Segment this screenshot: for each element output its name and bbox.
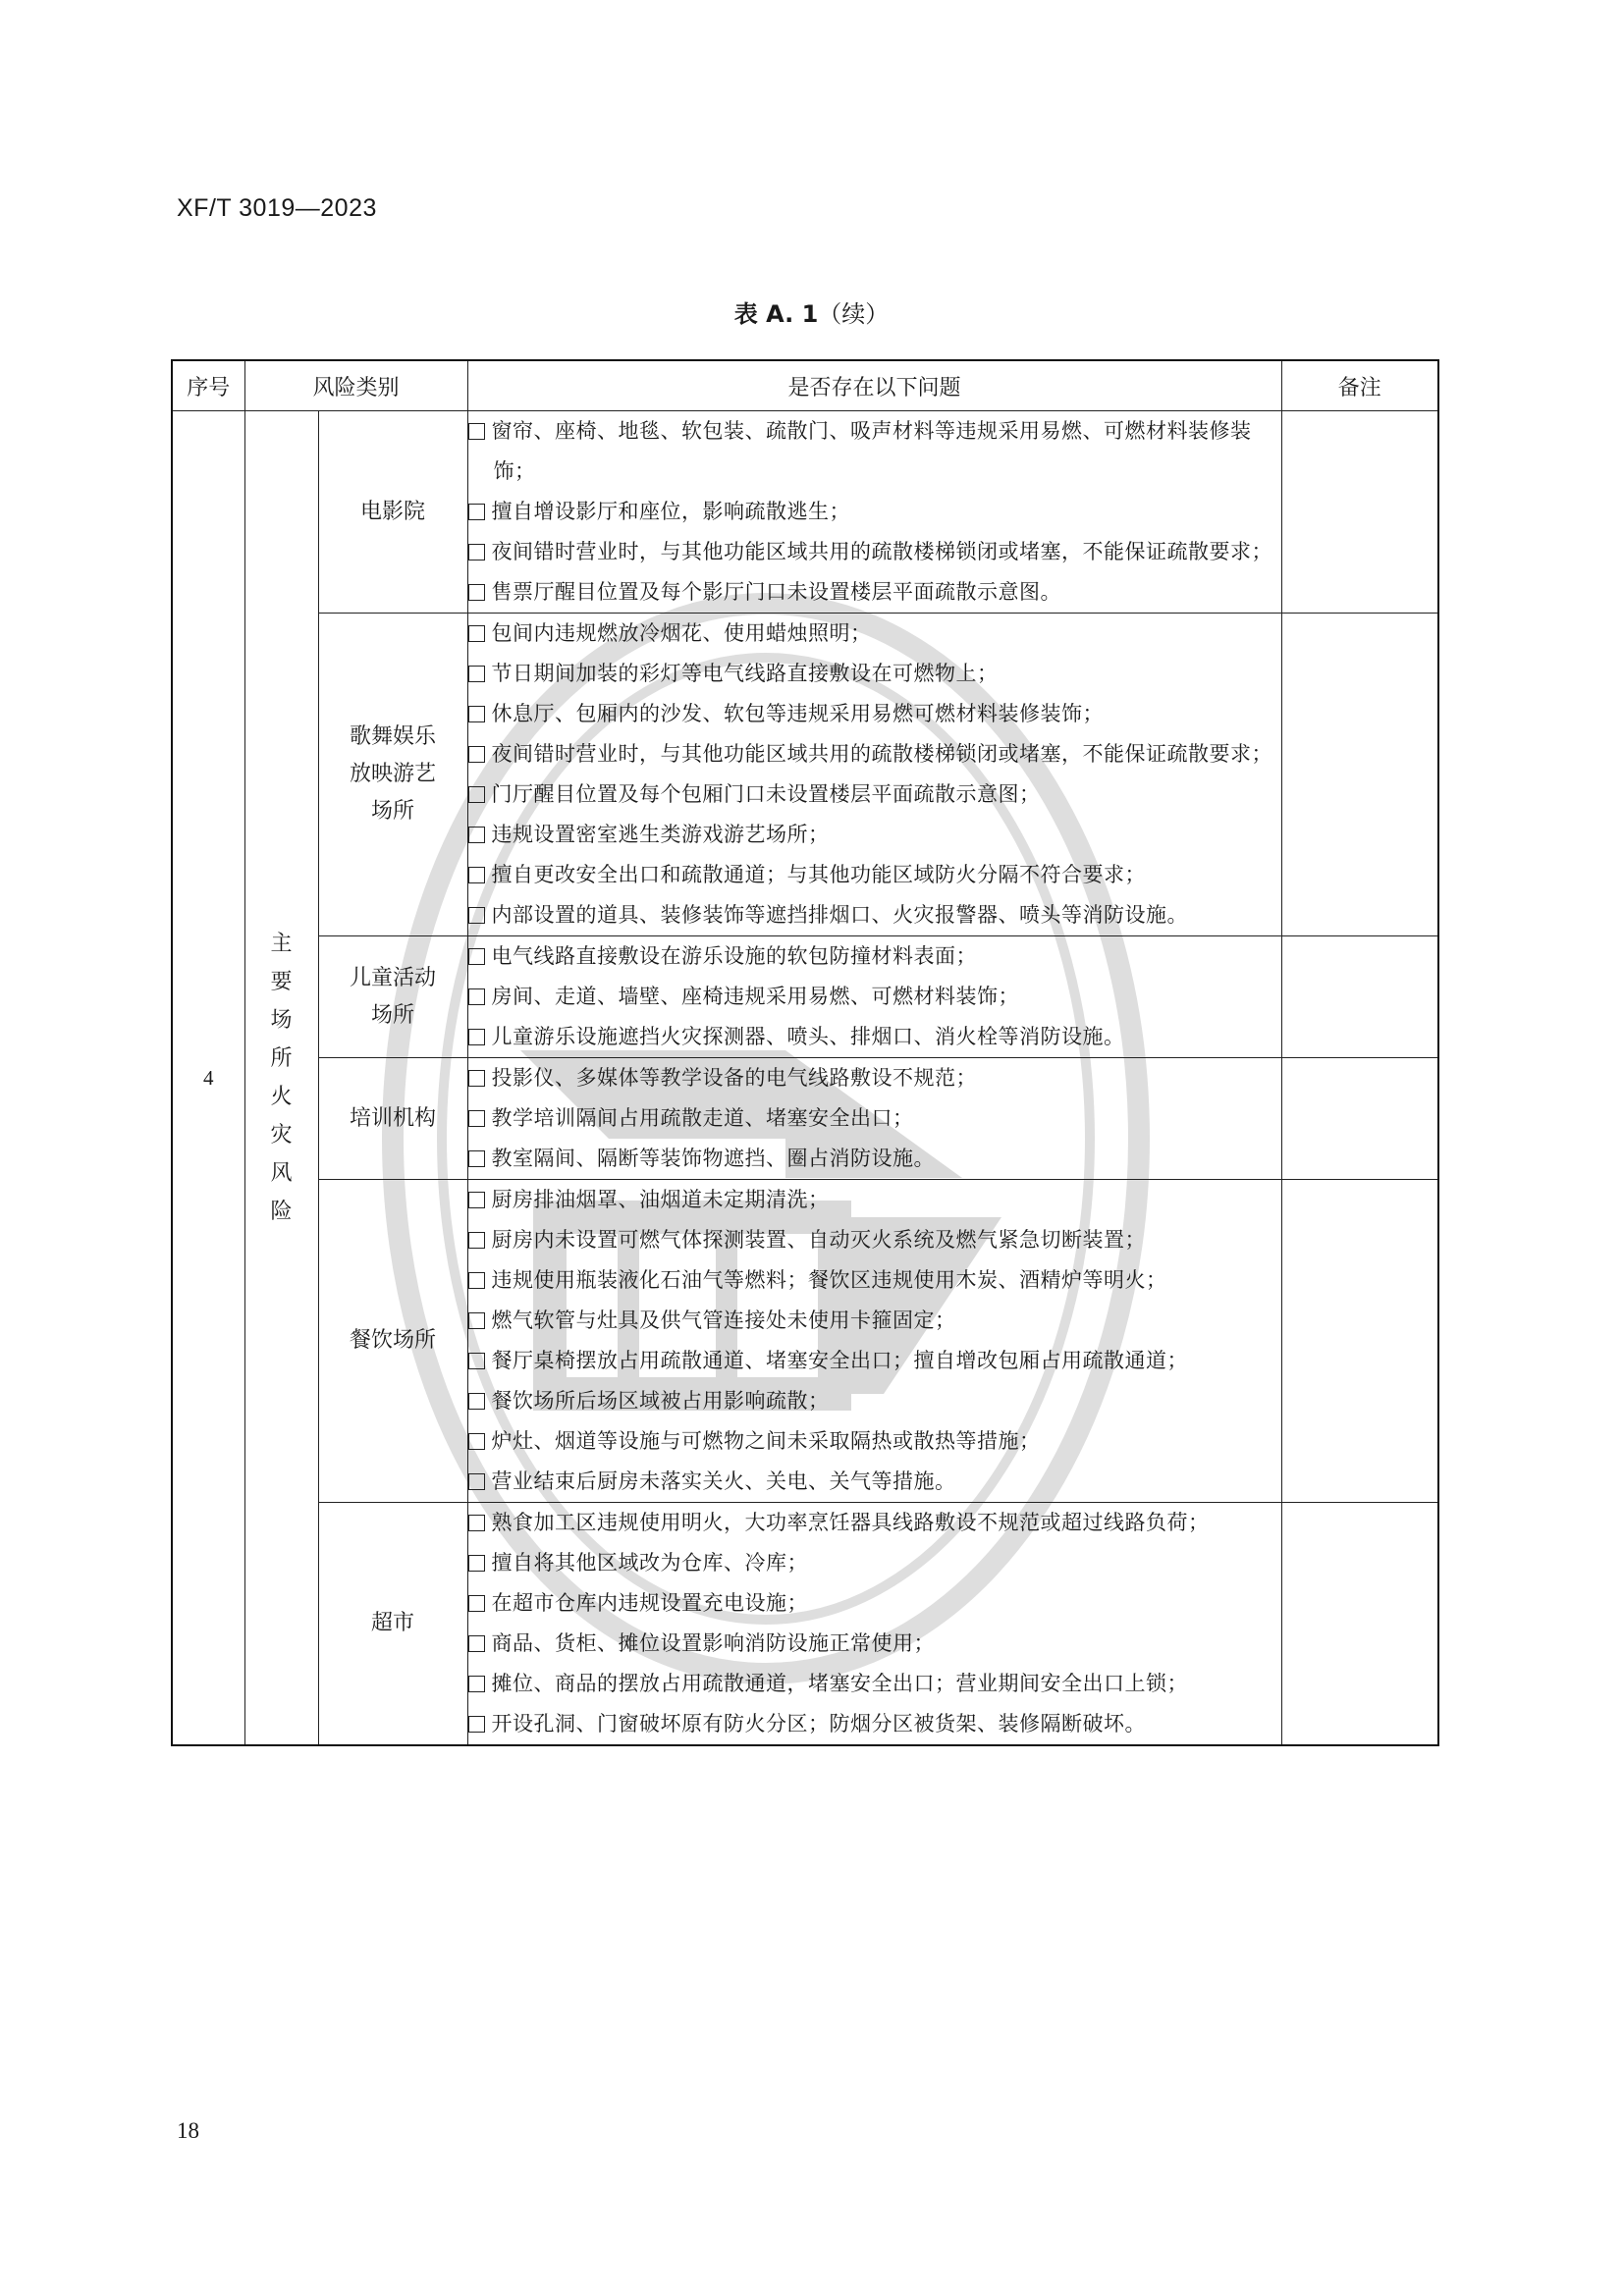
checklist-item: 儿童游乐设施遮挡火灾探测器、喷头、排烟口、消火栓等消防设施。: [468, 1017, 1281, 1057]
checkbox-icon[interactable]: [468, 1433, 485, 1450]
checkbox-icon[interactable]: [468, 1555, 485, 1572]
checklist-item: 内部设置的道具、装修装饰等遮挡排烟口、火灾报警器、喷头等消防设施。: [468, 895, 1281, 935]
checklist-item: 售票厅醒目位置及每个影厅门口未设置楼层平面疏散示意图。: [468, 572, 1281, 613]
table-title-label: 表 A. 1: [733, 300, 819, 328]
checkbox-icon[interactable]: [468, 544, 485, 561]
checkbox-icon[interactable]: [468, 827, 485, 843]
table-title-suffix: （续）: [818, 300, 890, 328]
checkbox-icon[interactable]: [468, 1676, 485, 1692]
issues-children: [467, 936, 1281, 1058]
category-char: 场: [270, 1008, 293, 1033]
category-char: 风: [270, 1161, 293, 1186]
checkbox-icon[interactable]: [468, 786, 485, 803]
checklist-item: 教学培训隔间占用疏散走道、堵塞安全出口；: [468, 1098, 1281, 1139]
checklist-item: 节日期间加装的彩灯等电气线路直接敷设在可燃物上；: [468, 654, 1281, 694]
notes-cell: [1281, 1503, 1438, 1746]
subcategory-cinema: 电影院: [318, 411, 467, 614]
checklist-item: 炉灶、烟道等设施与可燃物之间未采取隔热或散热等措施；: [468, 1421, 1281, 1462]
checklist-item: 电气线路直接敷设在游乐设施的软包防撞材料表面；: [468, 936, 1281, 977]
notes-cell: [1281, 614, 1438, 936]
table-row: [172, 411, 1438, 614]
notes-cell: [1281, 936, 1438, 1058]
checklist-item: 擅自将其他区域改为仓库、冷库；: [468, 1543, 1281, 1583]
checkbox-icon[interactable]: [468, 746, 485, 763]
checkbox-icon[interactable]: [468, 907, 485, 924]
checkbox-icon[interactable]: [468, 988, 485, 1005]
risk-category: [244, 411, 318, 1746]
checkbox-icon[interactable]: [468, 867, 485, 883]
table-row: [172, 936, 1438, 1058]
issues-cinema: [467, 411, 1281, 614]
checklist-item: 门厅醒目位置及每个包厢门口未设置楼层平面疏散示意图；: [468, 774, 1281, 815]
header-issues: 是否存在以下问题: [467, 360, 1281, 411]
checklist-item: 厨房内未设置可燃气体探测装置、自动灭火系统及燃气紧急切断装置；: [468, 1220, 1281, 1260]
issues-supermarket: [467, 1503, 1281, 1746]
notes-cell: [1281, 1180, 1438, 1503]
document-id: XF/T 3019—2023: [177, 194, 377, 222]
checklist-item: 商品、货柜、摊位设置影响消防设施正常使用；: [468, 1624, 1281, 1664]
checkbox-icon[interactable]: [468, 504, 485, 520]
header-no: 序号: [172, 360, 244, 411]
checkbox-icon[interactable]: [468, 1393, 485, 1410]
category-char: 所: [270, 1046, 293, 1071]
issues-training: [467, 1058, 1281, 1180]
table-row: [172, 614, 1438, 936]
subcategory-children: 儿童活动 场所: [318, 936, 467, 1058]
checkbox-icon[interactable]: [468, 1595, 485, 1612]
checklist-item: 擅自增设影厅和座位，影响疏散逃生；: [468, 492, 1281, 532]
checklist-item: 投影仪、多媒体等教学设备的电气线路敷设不规范；: [468, 1058, 1281, 1098]
header-notes: 备注: [1281, 360, 1438, 411]
checkbox-icon[interactable]: [468, 948, 485, 965]
checklist-item: 熟食加工区违规使用明火，大功率烹饪器具线路敷设不规范或超过线路负荷；: [468, 1503, 1281, 1543]
checkbox-icon[interactable]: [468, 1192, 485, 1208]
checkbox-icon[interactable]: [468, 1272, 485, 1289]
checklist-item: 房间、走道、墙壁、座椅违规采用易燃、可燃材料装饰；: [468, 977, 1281, 1017]
table-row: [172, 1058, 1438, 1180]
checkbox-icon[interactable]: [468, 1150, 485, 1167]
checklist-item: 包间内违规燃放冷烟花、使用蜡烛照明；: [468, 614, 1281, 654]
header-row: [172, 360, 1438, 411]
checklist-item: 教室隔间、隔断等装饰物遮挡、圈占消防设施。: [468, 1139, 1281, 1179]
category-char: 要: [270, 970, 293, 994]
checkbox-icon[interactable]: [468, 1473, 485, 1490]
checklist-item: 夜间错时营业时，与其他功能区域共用的疏散楼梯锁闭或堵塞，不能保证疏散要求；: [468, 734, 1281, 774]
row-number: 4: [172, 411, 244, 1746]
checkbox-icon[interactable]: [468, 1353, 485, 1369]
checklist-item: 在超市仓库内违规设置充电设施；: [468, 1583, 1281, 1624]
checklist-item: 燃气软管与灶具及供气管连接处未使用卡箍固定；: [468, 1301, 1281, 1341]
checklist-item: 擅自更改安全出口和疏散通道；与其他功能区域防火分隔不符合要求；: [468, 855, 1281, 895]
checkbox-icon[interactable]: [468, 1232, 485, 1249]
checkbox-icon[interactable]: [468, 625, 485, 642]
subcategory-training: 培训机构: [318, 1058, 467, 1180]
table-title: [0, 294, 1623, 329]
issues-catering: [467, 1180, 1281, 1503]
checklist-item: 夜间错时营业时，与其他功能区域共用的疏散楼梯锁闭或堵塞，不能保证疏散要求；: [468, 532, 1281, 572]
category-char: 主: [270, 932, 293, 956]
subcategory-catering: 餐饮场所: [318, 1180, 467, 1503]
checklist-item: 摊位、商品的摆放占用疏散通道，堵塞安全出口；营业期间安全出口上锁；: [468, 1664, 1281, 1704]
checkbox-icon[interactable]: [468, 423, 485, 440]
checkbox-icon[interactable]: [468, 706, 485, 722]
checkbox-icon[interactable]: [468, 666, 485, 682]
notes-cell: [1281, 1058, 1438, 1180]
checklist-item: 休息厅、包厢内的沙发、软包等违规采用易燃可燃材料装修装饰；: [468, 694, 1281, 734]
checklist-item: 违规使用瓶装液化石油气等燃料；餐饮区违规使用木炭、酒精炉等明火；: [468, 1260, 1281, 1301]
checkbox-icon[interactable]: [468, 1110, 485, 1127]
checklist-item: 营业结束后厨房未落实关火、关电、关气等措施。: [468, 1462, 1281, 1502]
category-char: 灾: [270, 1123, 293, 1148]
notes-cell: [1281, 411, 1438, 614]
checkbox-icon[interactable]: [468, 1716, 485, 1733]
table-row: [172, 1180, 1438, 1503]
issues-entertainment: [467, 614, 1281, 936]
checkbox-icon[interactable]: [468, 584, 485, 601]
checklist-item: 厨房排油烟罩、油烟道未定期清洗；: [468, 1180, 1281, 1220]
subcategory-entertainment: 歌舞娱乐 放映游艺 场所: [318, 614, 467, 936]
risk-table: [171, 359, 1439, 1746]
subcategory-supermarket: 超市: [318, 1503, 467, 1746]
table-row: [172, 1503, 1438, 1746]
category-char: 火: [270, 1085, 293, 1109]
checklist-item: 窗帘、座椅、地毯、软包装、疏散门、吸声材料等违规采用易燃、可燃材料装修装饰；: [468, 411, 1281, 492]
checkbox-icon[interactable]: [468, 1029, 485, 1045]
category-char: 险: [270, 1200, 293, 1224]
checklist-item: 违规设置密室逃生类游戏游艺场所；: [468, 815, 1281, 855]
checkbox-icon[interactable]: [468, 1515, 485, 1531]
checklist-item: 餐饮场所后场区域被占用影响疏散；: [468, 1381, 1281, 1421]
checkbox-icon[interactable]: [468, 1635, 485, 1652]
checkbox-icon[interactable]: [468, 1070, 485, 1087]
checklist-item: 开设孔洞、门窗破坏原有防火分区；防烟分区被货架、装修隔断破坏。: [468, 1704, 1281, 1744]
page-number: 18: [177, 2118, 199, 2143]
checkbox-icon[interactable]: [468, 1312, 485, 1329]
header-category: 风险类别: [244, 360, 467, 411]
checklist-item: 餐厅桌椅摆放占用疏散通道、堵塞安全出口；擅自增改包厢占用疏散通道；: [468, 1341, 1281, 1381]
